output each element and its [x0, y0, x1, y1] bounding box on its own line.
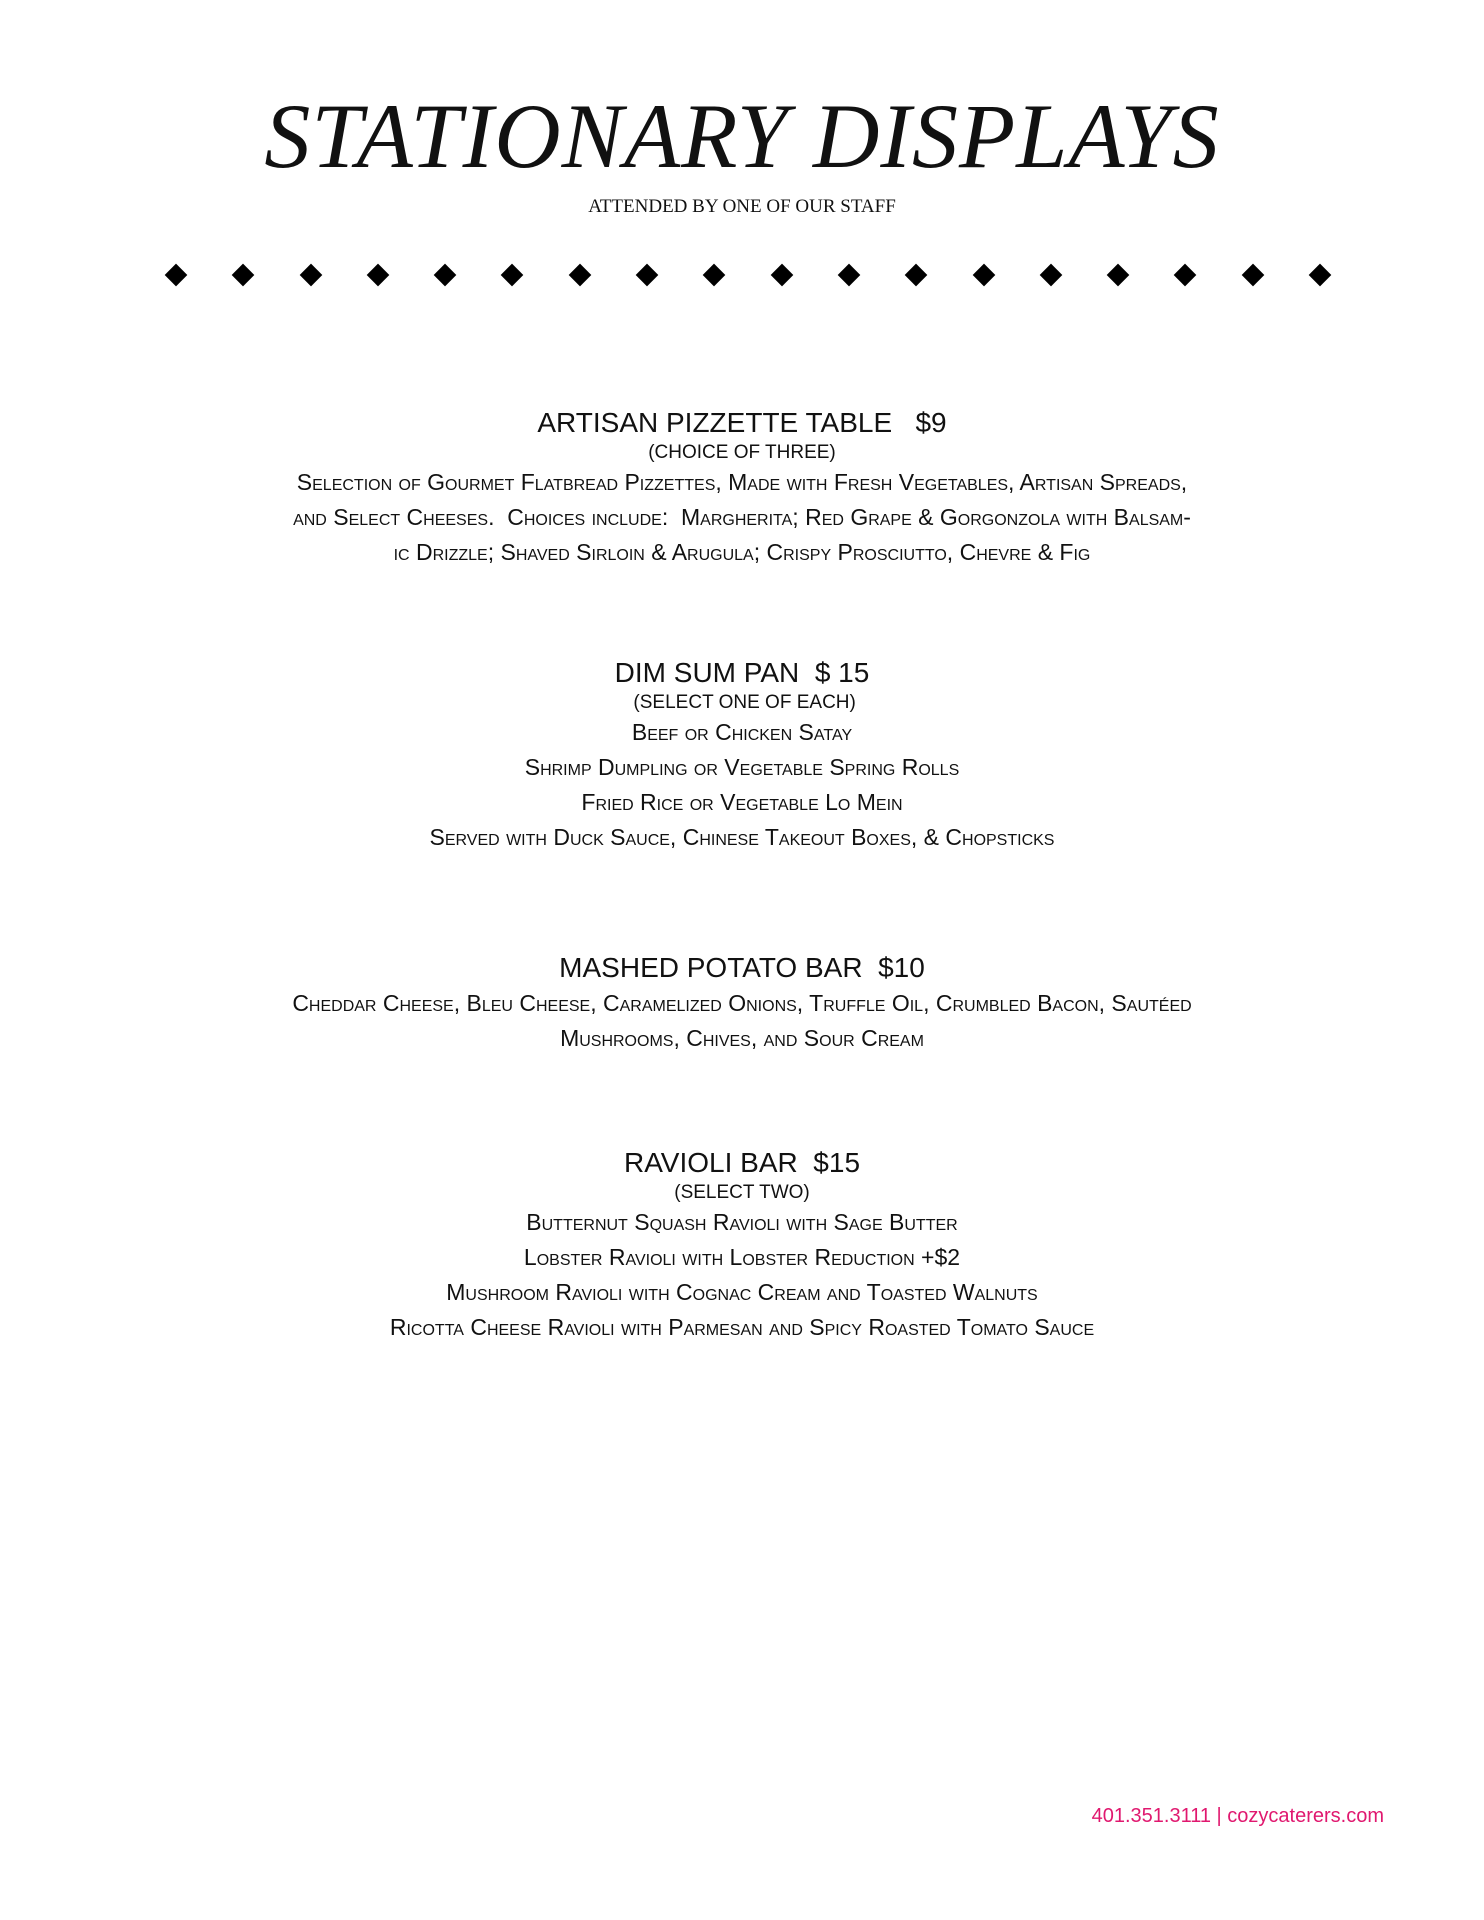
diamond-icon	[165, 264, 188, 287]
section-line: Lobster Ravioli with Lobster Reduction +$2	[523, 1244, 961, 1270]
section-note: (CHOICE OF THREE)	[648, 442, 836, 463]
diamond-icon	[1174, 264, 1197, 287]
section-line: ic Drizzle; Shaved Sirloin & Arugula; Crispy Prosciutto, Chevre & Fig	[393, 539, 1091, 565]
section-line: Shrimp Dumpling or Vegetable Spring Rolls	[524, 754, 960, 780]
section-line: Mushroom Ravioli with Cognac Cream and Toasted Walnuts	[446, 1279, 1038, 1305]
section-line: Cheddar Cheese, Bleu Cheese, Caramelized Onions, Truffle Oil, Crumbled Bacon, Sautéed	[292, 990, 1192, 1016]
diamond-icon	[1039, 264, 1062, 287]
diamond-icon	[568, 264, 591, 287]
diamond-icon	[1107, 264, 1130, 287]
footer-contact[interactable]: 401.351.3111 | cozycaterers.com	[1091, 1805, 1384, 1827]
section-title: RAVIOLI BAR $15	[623, 1147, 861, 1178]
section-title: ARTISAN PIZZETTE TABLE $9	[537, 407, 947, 438]
section-line: Mushrooms, Chives, and Sour Cream	[560, 1025, 924, 1051]
section-mashed-potato	[150, 950, 1334, 1056]
section-artisan-pizzette	[150, 405, 1334, 570]
diamond-icon	[299, 264, 322, 287]
diamond-icon	[232, 264, 255, 287]
diamond-icon	[1309, 264, 1332, 287]
page-title: STATIONARY DISPLAYS	[264, 85, 1220, 187]
diamond-icon	[434, 264, 457, 287]
diamond-icon	[703, 264, 726, 287]
diamond-icon	[501, 264, 524, 287]
section-note: (SELECT TWO)	[674, 1182, 810, 1203]
section-line: Fried Rice or Vegetable Lo Mein	[581, 789, 903, 815]
section-line: Beef or Chicken Satay	[631, 719, 853, 745]
diamond-icon	[770, 264, 793, 287]
section-note: (SELECT ONE OF EACH)	[628, 692, 856, 713]
diamond-divider	[168, 258, 1328, 294]
diamond-icon	[905, 264, 928, 287]
section-line: Selection of Gourmet Flatbread Pizzettes, Made with Fresh Vegetables, Artisan Spreads,	[296, 469, 1188, 495]
section-title: DIM SUM PAN $ 15	[614, 657, 870, 688]
section-title: MASHED POTATO BAR $10	[559, 952, 925, 983]
section-line: Served with Duck Sauce, Chinese Takeout Boxes, & Chopsticks	[429, 824, 1055, 850]
diamond-icon	[972, 264, 995, 287]
page-subtitle: ATTENDED BY ONE OF OUR STAFF	[588, 196, 896, 217]
diamond-icon	[1241, 264, 1264, 287]
diamond-icon	[838, 264, 861, 287]
section-line: Ricotta Cheese Ravioli with Parmesan and Spicy Roasted Tomato Sauce	[389, 1314, 1095, 1340]
section-dim-sum	[150, 655, 1334, 855]
diamond-icon	[367, 264, 390, 287]
section-line: and Select Cheeses. Choices include: Margherita; Red Grape & Gorgonzola with Balsam-	[293, 504, 1191, 530]
diamond-icon	[636, 264, 659, 287]
section-ravioli	[150, 1145, 1334, 1345]
section-line: Butternut Squash Ravioli with Sage Butter	[526, 1209, 958, 1235]
